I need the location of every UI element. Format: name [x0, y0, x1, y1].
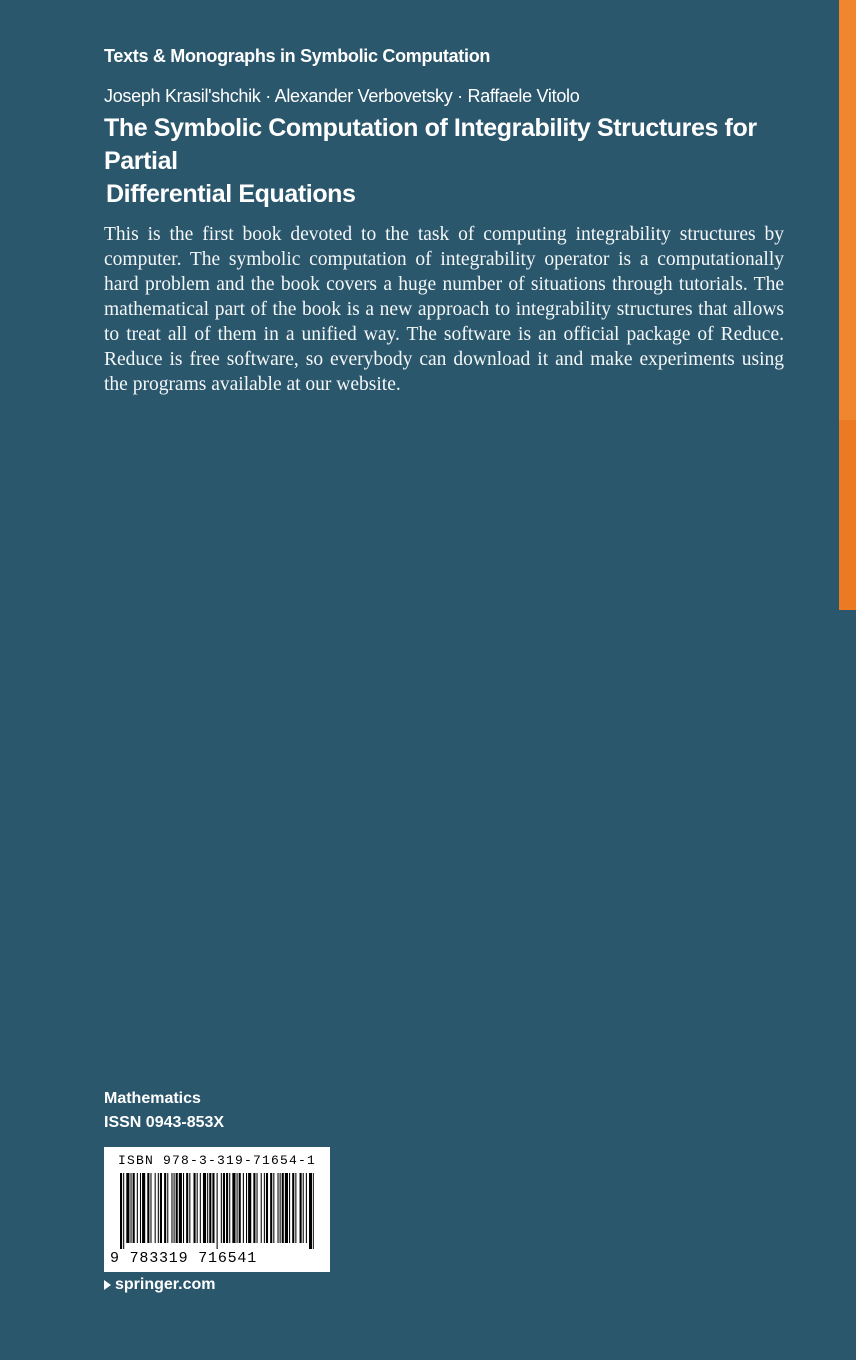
book-title-line-2: Differential Equations — [106, 180, 356, 208]
barcode-bar — [257, 1173, 258, 1243]
barcode-bar — [289, 1173, 290, 1243]
barcode-bar — [140, 1173, 141, 1243]
arrow-right-icon — [104, 1280, 111, 1290]
barcode-bar — [295, 1173, 296, 1243]
barcode-bar — [203, 1173, 206, 1243]
barcode-bar — [300, 1173, 302, 1243]
barcode-bar — [278, 1173, 279, 1243]
publisher-link-label: springer.com — [115, 1276, 216, 1293]
barcode-bar — [229, 1173, 230, 1243]
barcode-bar — [133, 1173, 135, 1243]
barcode-bar — [237, 1173, 238, 1243]
barcode-bar — [309, 1173, 312, 1249]
barcode-bar — [183, 1173, 184, 1243]
isbn-label: ISBN 978-3-319-71654-1 — [117, 1153, 317, 1168]
barcode-bar — [248, 1173, 251, 1243]
book-title-line-1: The Symbolic Computation of Integrability Structures for Partial — [104, 114, 757, 175]
barcode-bar — [261, 1173, 262, 1243]
barcode-bar — [189, 1173, 190, 1243]
barcode-bar — [179, 1173, 182, 1243]
barcode-bar — [150, 1173, 151, 1243]
barcode-bar — [158, 1173, 159, 1243]
barcode-bar — [303, 1173, 304, 1243]
barcode-bar — [171, 1173, 172, 1243]
barcode-bar — [217, 1173, 218, 1249]
barcode-bar — [155, 1173, 156, 1243]
barcode-bar — [212, 1173, 214, 1243]
series-title: Texts & Monographs in Symbolic Computation — [104, 46, 491, 66]
barcode-bar — [174, 1173, 175, 1243]
isbn-barcode — [104, 1147, 330, 1272]
spine-accent-bar — [839, 0, 856, 610]
barcode-bar — [126, 1173, 129, 1243]
barcode-bars-icon — [120, 1173, 314, 1249]
barcode-bar — [164, 1173, 166, 1243]
barcode-bar — [264, 1173, 265, 1243]
publisher-link[interactable] — [104, 1276, 215, 1294]
barcode-bar — [186, 1173, 188, 1243]
barcode-bar — [232, 1173, 235, 1243]
barcode-bar — [239, 1173, 241, 1243]
author-list: Joseph Krasil'shchik · Alexander Verbovetsky · Raffaele Vitolo — [104, 86, 580, 106]
barcode-bar — [270, 1173, 272, 1243]
barcode-bar — [137, 1173, 138, 1243]
barcode-bar — [285, 1173, 288, 1243]
issn-number: ISSN 0943-853X — [104, 1114, 225, 1131]
barcode-bar — [266, 1173, 268, 1243]
barcode-bar — [197, 1173, 198, 1243]
barcode-bar — [200, 1173, 201, 1243]
subject-category: Mathematics — [104, 1090, 201, 1107]
barcode-bar — [160, 1173, 162, 1243]
barcode-bar — [243, 1173, 244, 1243]
barcode-bar — [280, 1173, 281, 1243]
barcode-bar — [221, 1173, 222, 1243]
barcode-bar — [223, 1173, 225, 1243]
barcode-bar — [282, 1173, 284, 1243]
barcode-bar — [167, 1173, 168, 1243]
barcode-bar — [273, 1173, 274, 1243]
barcode-bar — [226, 1173, 228, 1243]
barcode-bar — [176, 1173, 178, 1243]
barcode-bar — [292, 1173, 294, 1243]
barcode-bar — [142, 1173, 145, 1243]
barcode-bar — [207, 1173, 208, 1243]
barcode-bar — [253, 1173, 255, 1243]
barcode-bar — [209, 1173, 211, 1243]
barcode-bar — [120, 1173, 122, 1249]
barcode-bar — [194, 1173, 196, 1243]
barcode-bar — [246, 1173, 247, 1243]
book-description: This is the first book devoted to the task of computing integrability structures by computer. The symbolic computation of integrability operator is a computationally hard problem and the book covers a huge number of situations through tutorials. The mathematical part of the book is a new approach to integrability structures that allows to treat all of them in a unified way. The software is an official package of Reduce. Reduce is free software, so everybody can download it and make experiments using the programs available at our website. — [104, 224, 784, 395]
barcode-bar — [131, 1173, 132, 1243]
barcode-bar — [306, 1173, 307, 1243]
barcode-bar — [147, 1173, 149, 1243]
ean-digits: 9 783319 716541 — [110, 1250, 258, 1267]
barcode-bar — [123, 1173, 124, 1249]
barcode-bar — [313, 1173, 314, 1249]
book-title — [104, 112, 804, 211]
